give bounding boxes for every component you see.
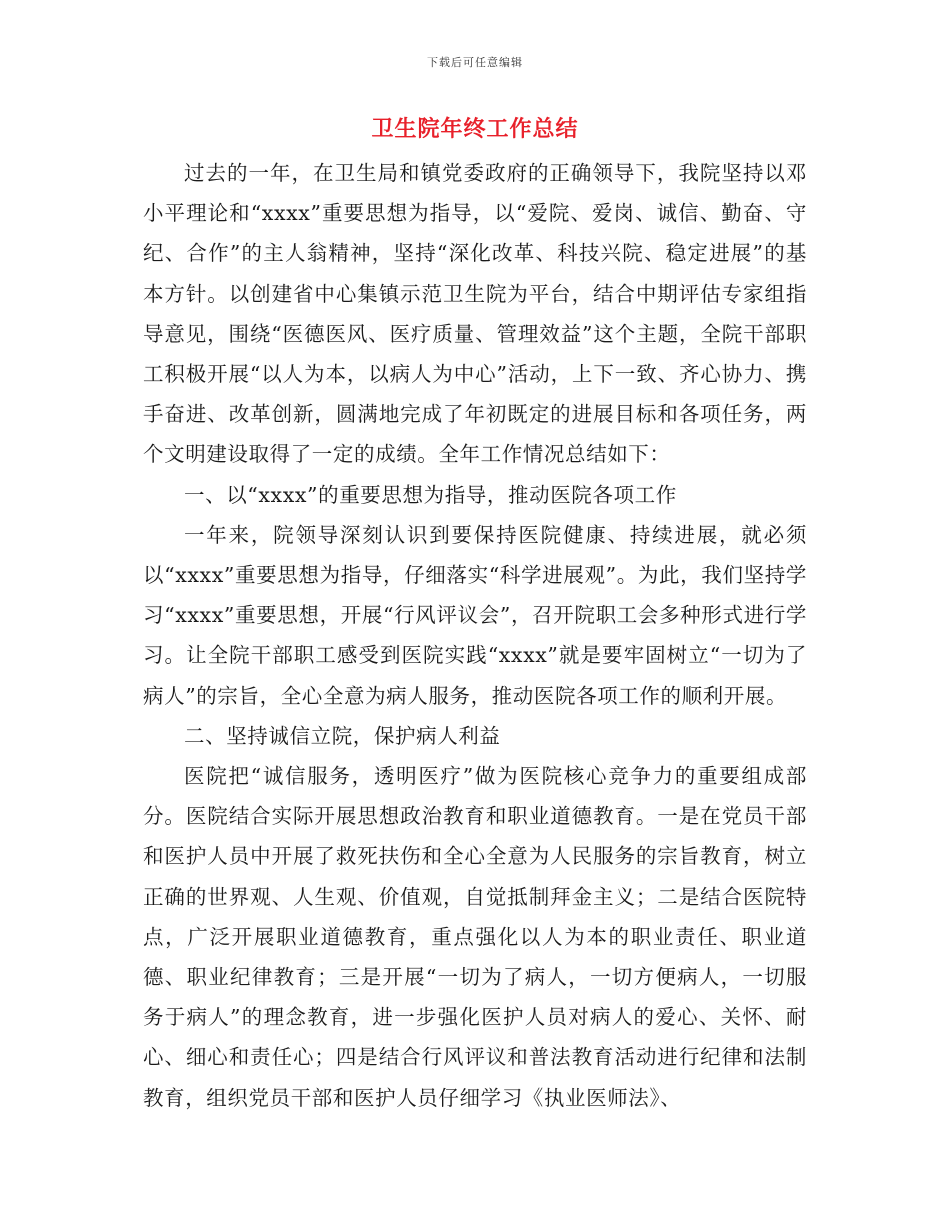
- paragraph-intro: 过去的一年，在卫生局和镇党委政府的正确领导下，我院坚持以邓小平理论和“xxxx”重要思想为指导，以“爱院、爱岗、诚信、勤奋、守纪、合作”的主人翁精神，坚持“深化改革、科技兴院、稳定进展”的基本方针。以创建省中心集镇示范卫生院为平台，结合中期评估专家组指导意见，围绕“医德医风、医疗质量、管理效益”这个主题，全院干部职工积极开展“以人为本，以病人为中心”活动，上下一致、齐心协力、携手奋进、改革创新，圆满地完成了年初既定的进展目标和各项任务，两个文明建设取得了一定的成绩。全年工作情况总结如下：: [143, 161, 807, 467]
- header-note: 下载后可任意编辑: [427, 56, 523, 69]
- section-heading-1: 一、以“xxxx”的重要思想为指导，推动医院各项工作: [184, 482, 677, 507]
- section-heading-2: 二、坚持诚信立院，保护病人利益: [184, 723, 501, 748]
- paragraph-section-2: 医院把“诚信服务，透明医疗”做为医院核心竞争力的重要组成部分。医院结合实际开展思想政治教育和职业道德教育。一是在党员干部和医护人员中开展了救死扶伤和全心全意为人民服务的宗旨教育，树立正确的世界观、人生观、价值观，自觉抵制拜金主义；二是结合医院特点，广泛开展职业道德教育，重点强化以人为本的职业责任、职业道德、职业纪律教育；三是开展“一切为了病人，一切方便病人，一切服务于病人”的理念教育，进一步强化医护人员对病人的爱心、关怀、耐心、细心和责任心；四是结合行风评议和普法教育活动进行纪律和法制教育，组织党员干部和医护人员仔细学习《执业医师法》、: [143, 764, 807, 1110]
- document-body: [143, 153, 807, 1118]
- paragraph-section-1: 一年来，院领导深刻认识到要保持医院健康、持续进展，就必须以“xxxx”重要思想为指导，仔细落实“科学进展观”。为此，我们坚持学习“xxxx”重要思想，开展“行风评议会”，召开院职工会多种形式进行学习。让全院干部职工感受到医院实践“xxxx”就是要牢固树立“一切为了病人”的宗旨，全心全意为病人服务，推动医院各项工作的顺利开展。: [143, 522, 807, 708]
- document-title: 卫生院年终工作总结: [371, 116, 579, 142]
